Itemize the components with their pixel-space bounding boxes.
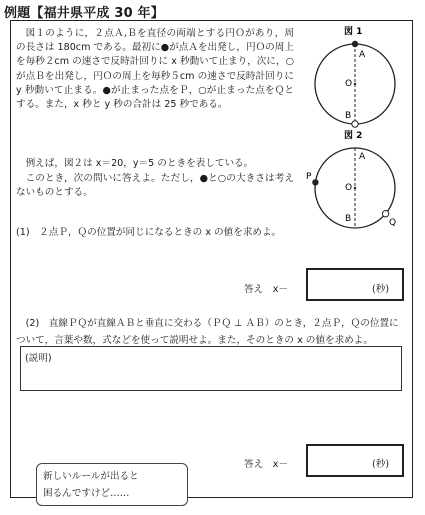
- figure-1: [300, 24, 412, 128]
- point-Q-dot: [382, 211, 388, 217]
- fig2-label-Q: Q: [389, 218, 397, 228]
- q1-answer-box[interactable]: [306, 268, 404, 301]
- explanation-box[interactable]: [20, 346, 402, 391]
- white-dot: [352, 121, 358, 127]
- question-2: (2) 直線ＰＱが直線ＡＢと垂直に交わる（ＰＱ ⊥ ＡＢ）のとき，２点Ｐ，Ｑの位置について，言葉や数，式などを使って説明せよ。また，そのときの x の値を求めよ。: [16, 318, 399, 346]
- fig1-label-O: O: [345, 79, 353, 89]
- figure-2-label: 図 2: [344, 131, 363, 141]
- fig2-label-B: B: [345, 214, 352, 224]
- fig2-label-O: O: [345, 183, 353, 193]
- fig2-label-P: P: [306, 172, 312, 182]
- figure-1-label: 図 1: [344, 27, 363, 37]
- fig2-label-A: A: [359, 152, 366, 162]
- problem-paragraph-1: 図１のように，２点Ａ,Ｂを直径の両端とする円Ｏがあり，周の長さは 180cm である。最初に●が点Ａを出発し，円Ｏの周上を毎秒２cm の速さで反時計回りに x 秒動いて止まり，次に，○が点Ｂを出発し，円Ｏの周上を毎秒５cm の速さで反時計回りに y 秒動いて止まる。●が止まった点をＰ，○が止まった点をＱとする。また，x 秒と y 秒の合計は 25 秒である。: [16, 28, 294, 111]
- figure-2: [300, 128, 412, 232]
- speech-bubble: [36, 463, 188, 506]
- black-dot: [352, 41, 358, 47]
- fig1-label-B: B: [345, 111, 352, 121]
- problem-paragraph-3: このとき，次の問いに答えよ。ただし，●と○の大きさは考えないものとする。: [16, 173, 294, 199]
- q2-answer-label: 答え x－: [244, 459, 289, 470]
- problem-paragraph-2: 例えば，図２は x＝20，y＝5 のときを表している。: [25, 158, 254, 169]
- speech-bubble-line-1: 新しいルールが出ると: [43, 471, 139, 482]
- q1-answer-label: 答え x－: [244, 284, 289, 295]
- question-1: (1) ２点Ｐ，Ｑの位置が同じになるときの x の値を求めよ。: [16, 227, 282, 238]
- q2-answer-box[interactable]: [306, 444, 404, 477]
- speech-bubble-line-2: 困るんですけど……: [43, 488, 130, 499]
- point-P-dot: [312, 179, 318, 185]
- page-title: 例題【福井県平成 30 年】: [4, 6, 164, 21]
- fig1-label-A: A: [359, 50, 366, 60]
- explanation-label: (説明): [25, 353, 52, 364]
- q1-unit: (秒): [372, 284, 390, 295]
- q2-unit: (秒): [372, 459, 390, 470]
